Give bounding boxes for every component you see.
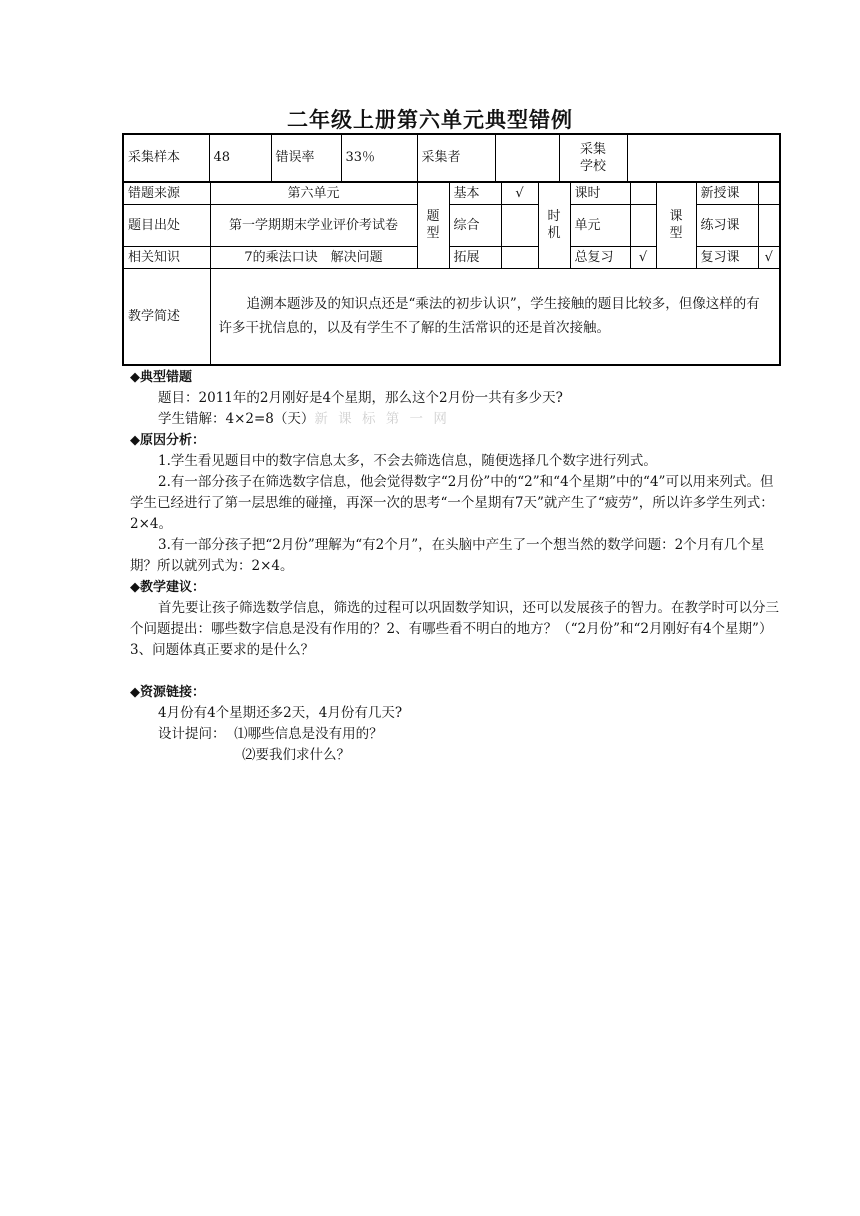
ctype-option-mark: √	[758, 246, 779, 268]
ctype-option-mark	[758, 182, 779, 204]
knowledge-value: 7的乘法口诀 解决问题	[210, 246, 417, 268]
qtype-label: 题 型	[417, 182, 449, 268]
timing-option-label: 单元	[570, 204, 630, 246]
typical-question: 题目：2011年的2月刚好是4个星期，那么这个2月份一共有多少天?	[158, 390, 563, 406]
sample-value: 48	[209, 134, 271, 181]
ctype-option-label: 练习课	[696, 204, 758, 246]
suggestion-heading: ◆教学建议：	[130, 580, 205, 595]
origin-value: 第一学期期末学业评价考试卷	[210, 204, 417, 246]
design-label: 设计提问：	[158, 726, 226, 742]
page-title: 二年级上册第六单元典型错例	[287, 108, 573, 132]
timing-option-label: 总复习	[570, 246, 630, 268]
suggestion-text: 首先要让孩子筛选数学信息，筛选的过程可以巩固数学知识，还可以发展孩子的智力。在教学时可以分三个问题提出：哪些数字信息是没有作用的？2、有哪些看不明白的地方？（“2月份”和“2月刚好有4个星期”）3、问题体真正要求的是什么？	[130, 600, 779, 658]
watermark: 新 课 标 第 一 网	[314, 411, 450, 427]
info-table	[122, 133, 781, 366]
error-rate-label: 错误率	[271, 134, 341, 181]
school-value	[627, 134, 780, 181]
analysis-heading: ◆原因分析：	[130, 433, 205, 448]
source-label: 错题来源	[124, 182, 210, 204]
analysis-point: 1.学生看见题目中的数字信息太多，不会去筛选信息，随便选择几个数字进行列式。	[158, 453, 657, 469]
timing-option-mark: √	[630, 246, 656, 268]
ctype-option-label: 新授课	[696, 182, 758, 204]
qtype-option-mark	[501, 204, 538, 246]
school-label: 采集 学校	[559, 134, 627, 181]
sample-label: 采集样本	[123, 134, 209, 181]
typical-wrong-answer: 学生错解：4×2=8（天）	[158, 411, 315, 427]
timing-option-label: 课时	[570, 182, 630, 204]
typical-wrong-answer-line	[130, 409, 780, 430]
design-question-2: ⑵要我们求什么？	[242, 747, 350, 763]
brief-text: 追溯本题涉及的知识点还是“乘法的初步认识”，学生接触的题目比较多，但像这样的有许多干扰信息的，以及有学生不了解的生活常识的还是首次接触。	[210, 268, 779, 364]
ctype-option-mark	[758, 204, 779, 246]
source-value: 第六单元	[210, 182, 417, 204]
analysis-point: 2.有一部分孩子在筛选数字信息，他会觉得数字“2月份”中的“2”和“4个星期”中的“4”可以用来列式。但学生已经进行了第一层思维的碰撞，再深一次的思考“一个星期有7天”就产生了“疲劳”，所以许多学生列式：2×4。	[130, 474, 774, 532]
resources-question: 4月份有4个星期还多2天，4月份有几天?	[158, 705, 403, 721]
qtype-option-label: 基本	[449, 182, 501, 204]
qtype-option-mark	[501, 246, 538, 268]
qtype-option-mark: √	[501, 182, 538, 204]
qtype-option-label: 综合	[449, 204, 501, 246]
knowledge-label: 相关知识	[124, 246, 210, 268]
qtype-option-label: 拓展	[449, 246, 501, 268]
typical-heading: ◆典型错题	[130, 370, 192, 385]
brief-label: 教学简述	[124, 268, 210, 364]
document-body	[130, 367, 780, 766]
collector-value	[495, 134, 559, 181]
origin-label: 题目出处	[124, 204, 210, 246]
ctype-label: 课 型	[656, 182, 696, 268]
ctype-option-label: 复习课	[696, 246, 758, 268]
analysis-point: 3.有一部分孩子把“2月份”理解为“有2个月”，在头脑中产生了一个想当然的数学问题：2个月有几个星期？所以就列式为：2×4。	[130, 537, 765, 574]
timing-option-mark	[630, 182, 656, 204]
collector-label: 采集者	[417, 134, 495, 181]
error-rate-value: 33％	[341, 134, 417, 181]
timing-label: 时 机	[538, 182, 570, 268]
resources-design-line	[130, 724, 780, 745]
design-question-1: ⑴哪些信息是没有用的？	[234, 726, 383, 742]
timing-option-mark	[630, 204, 656, 246]
resources-heading: ◆资源链接：	[130, 685, 205, 700]
